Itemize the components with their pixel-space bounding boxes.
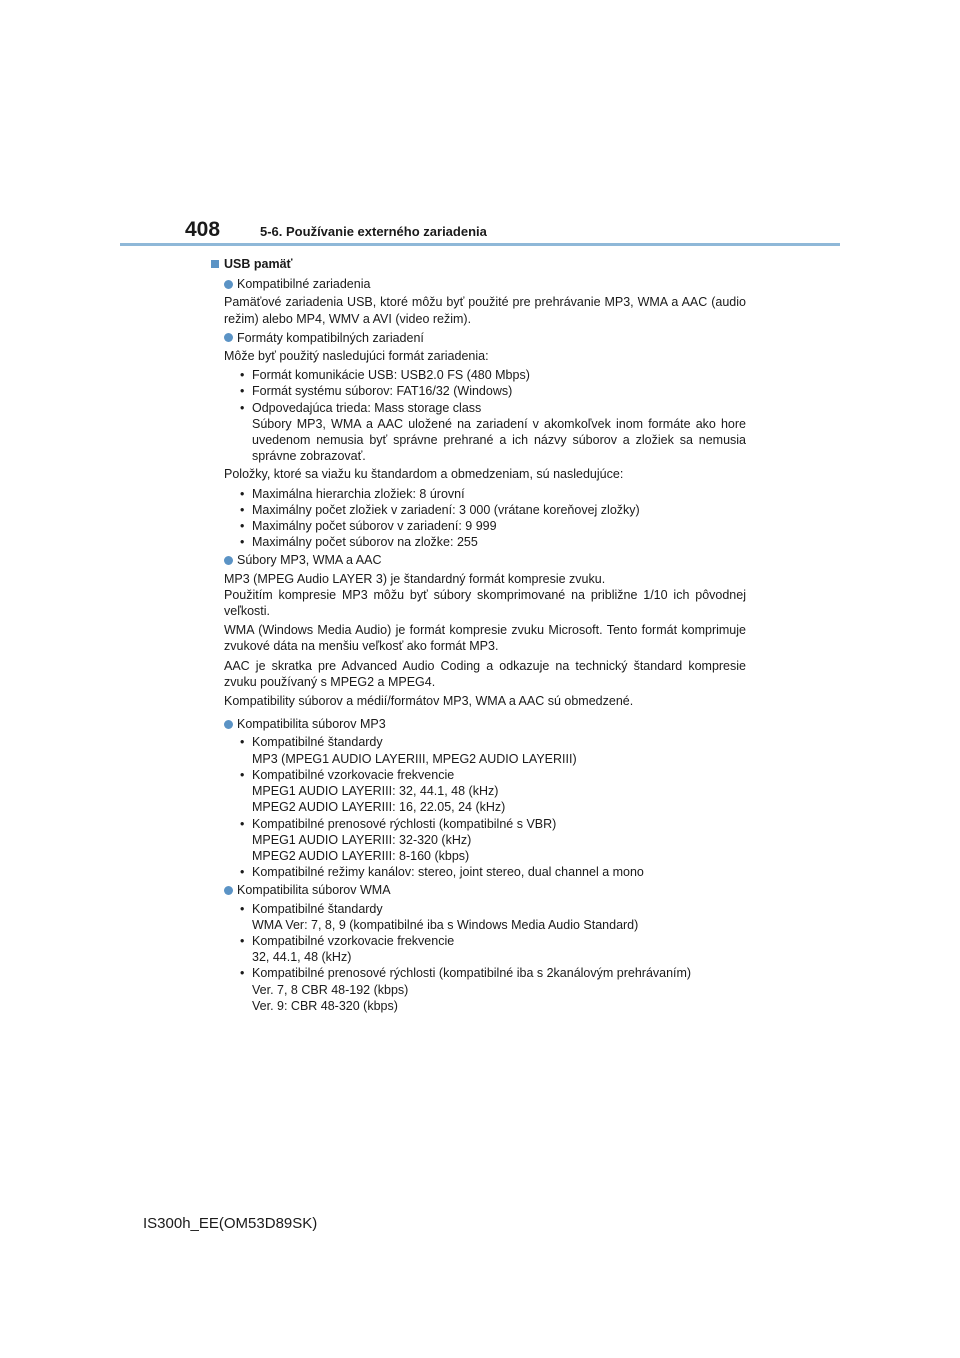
- list-item: • Formát systému súborov: FAT16/32 (Windows): [237, 383, 746, 399]
- formats-subheading: [224, 330, 746, 346]
- model-code: IS300h_EE(OM53D89SK): [143, 1215, 318, 1232]
- list-item-label: Kompatibilné štandardy: [252, 735, 383, 750]
- list-item: [237, 767, 746, 816]
- list-item: • Maximálny počet súborov v zariadení: 9 999: [237, 518, 746, 534]
- list-item-detail: 32, 44.1, 48 (kHz): [252, 950, 352, 965]
- page-content: [224, 256, 746, 1016]
- list-item-label: Kompatibilné prenosové rýchlosti (kompatibilné iba s 2kanálovým prehrávaním): [252, 966, 692, 981]
- format-note: Súbory MP3, WMA a AAC uložené na zariadení v akomkoľvek inom formáte ako hore uvedenom nemusia byť správne prehrané a ich názvy súborov a zložiek sa nemusia správne zobrazovať.: [252, 416, 746, 464]
- list-item: • Maximálny počet zložiek v zariadení: 3 000 (vrátane koreňovej zložky): [237, 502, 746, 518]
- list-item: • Maximálny počet súborov na zložke: 255: [237, 534, 746, 550]
- section-title: 5-6. Používanie externého zariadenia: [260, 224, 487, 239]
- wma-title: Kompatibilita súborov WMA: [237, 883, 391, 898]
- list-item: [237, 965, 746, 1014]
- list-item: [237, 901, 746, 933]
- list-item-detail: MPEG1 AUDIO LAYERIII: 32, 44.1, 48 (kHz): [252, 784, 499, 799]
- list-item-label: Kompatibilné štandardy: [252, 901, 383, 916]
- page-number: 408: [185, 218, 221, 241]
- usb-heading-text: USB pamäť: [224, 257, 293, 271]
- devices-text: Pamäťové zariadenia USB, ktoré môžu byť použité pre prehrávanie MP3, WMA a AAC (audio režim) alebo MP4, WMV a AVI (video režim).: [224, 295, 746, 326]
- formats-intro: Môže byť použitý nasledujúci formát zariadenia:: [224, 349, 489, 364]
- header-divider: [120, 243, 840, 246]
- list-item: [237, 816, 746, 865]
- mp3-title: Kompatibilita súborov MP3: [237, 717, 386, 732]
- circle-bullet-icon: [224, 556, 233, 565]
- list-item-detail: MPEG1 AUDIO LAYERIII: 32-320 (kHz): [252, 832, 472, 847]
- files-paragraph: Použitím kompresie MP3 môžu byť súbory skomprimované na približne 1/10 ich pôvodnej veľkosti.: [224, 587, 746, 619]
- formats-title: Formáty kompatibilných zariadení: [237, 330, 424, 345]
- wma-list: [237, 901, 746, 1014]
- list-item-label: Kompatibilné prenosové rýchlosti (kompatibilné s VBR): [252, 816, 557, 831]
- list-item-label: Kompatibilné vzorkovacie frekvencie: [252, 933, 455, 948]
- files-paragraph: Kompatibility súborov a médií/formátov MP3, WMA a AAC sú obmedzené.: [224, 694, 634, 709]
- list-item: [237, 734, 746, 766]
- list-item-detail: MP3 (MPEG1 AUDIO LAYERIII, MPEG2 AUDIO LAYERIII): [252, 751, 577, 766]
- devices-title: Kompatibilné zariadenia: [237, 277, 371, 292]
- files-title: Súbory MP3, WMA a AAC: [237, 553, 382, 568]
- files-paragraph: WMA (Windows Media Audio) je formát kompresie zvuku Microsoft. Tento formát komprimuje zvukové dáta na menšiu veľkosť ako formát MP3.: [224, 623, 746, 654]
- list-item: [237, 400, 746, 465]
- list-item-detail: MPEG2 AUDIO LAYERIII: 8-160 (kbps): [252, 848, 470, 863]
- list-item-label: Odpovedajúca trieda: Mass storage class: [252, 400, 482, 415]
- square-bullet-icon: [211, 260, 219, 268]
- limits-list: [237, 486, 746, 551]
- wma-subheading: [224, 882, 746, 898]
- circle-bullet-icon: [224, 280, 233, 289]
- list-item: • Maximálna hierarchia zložiek: 8 úrovní: [237, 486, 746, 502]
- list-item: • Formát komunikácie USB: USB2.0 FS (480 Mbps): [237, 367, 746, 383]
- files-subheading: [224, 552, 746, 568]
- list-item: [237, 933, 746, 965]
- list-item-detail: Ver. 9: CBR 48-320 (kbps): [252, 998, 398, 1013]
- list-item-detail: WMA Ver: 7, 8, 9 (kompatibilné iba s Windows Media Audio Standard): [252, 917, 639, 932]
- list-item-detail: Ver. 7, 8 CBR 48-192 (kbps): [252, 982, 409, 997]
- list-item: • Kompatibilné režimy kanálov: stereo, joint stereo, dual channel a mono: [237, 864, 746, 880]
- mp3-list: [237, 734, 746, 880]
- list-item-detail: MPEG2 AUDIO LAYERIII: 16, 22.05, 24 (kHz): [252, 800, 506, 815]
- formats-list: [237, 367, 746, 464]
- files-paragraph: MP3 (MPEG Audio LAYER 3) je štandardný formát kompresie zvuku.: [224, 571, 606, 586]
- circle-bullet-icon: [224, 720, 233, 729]
- limits-intro: Položky, ktoré sa viažu ku štandardom a obmedzeniam, sú nasledujúce:: [224, 467, 624, 482]
- circle-bullet-icon: [224, 333, 233, 342]
- circle-bullet-icon: [224, 886, 233, 895]
- list-item-label: Kompatibilné vzorkovacie frekvencie: [252, 767, 455, 782]
- usb-heading: [211, 256, 746, 272]
- mp3-subheading: [224, 716, 746, 732]
- files-paragraph: AAC je skratka pre Advanced Audio Coding a odkazuje na technický štandard kompresie zvuku používaný s MPEG2 a MPEG4.: [224, 658, 746, 689]
- devices-subheading: [224, 276, 746, 292]
